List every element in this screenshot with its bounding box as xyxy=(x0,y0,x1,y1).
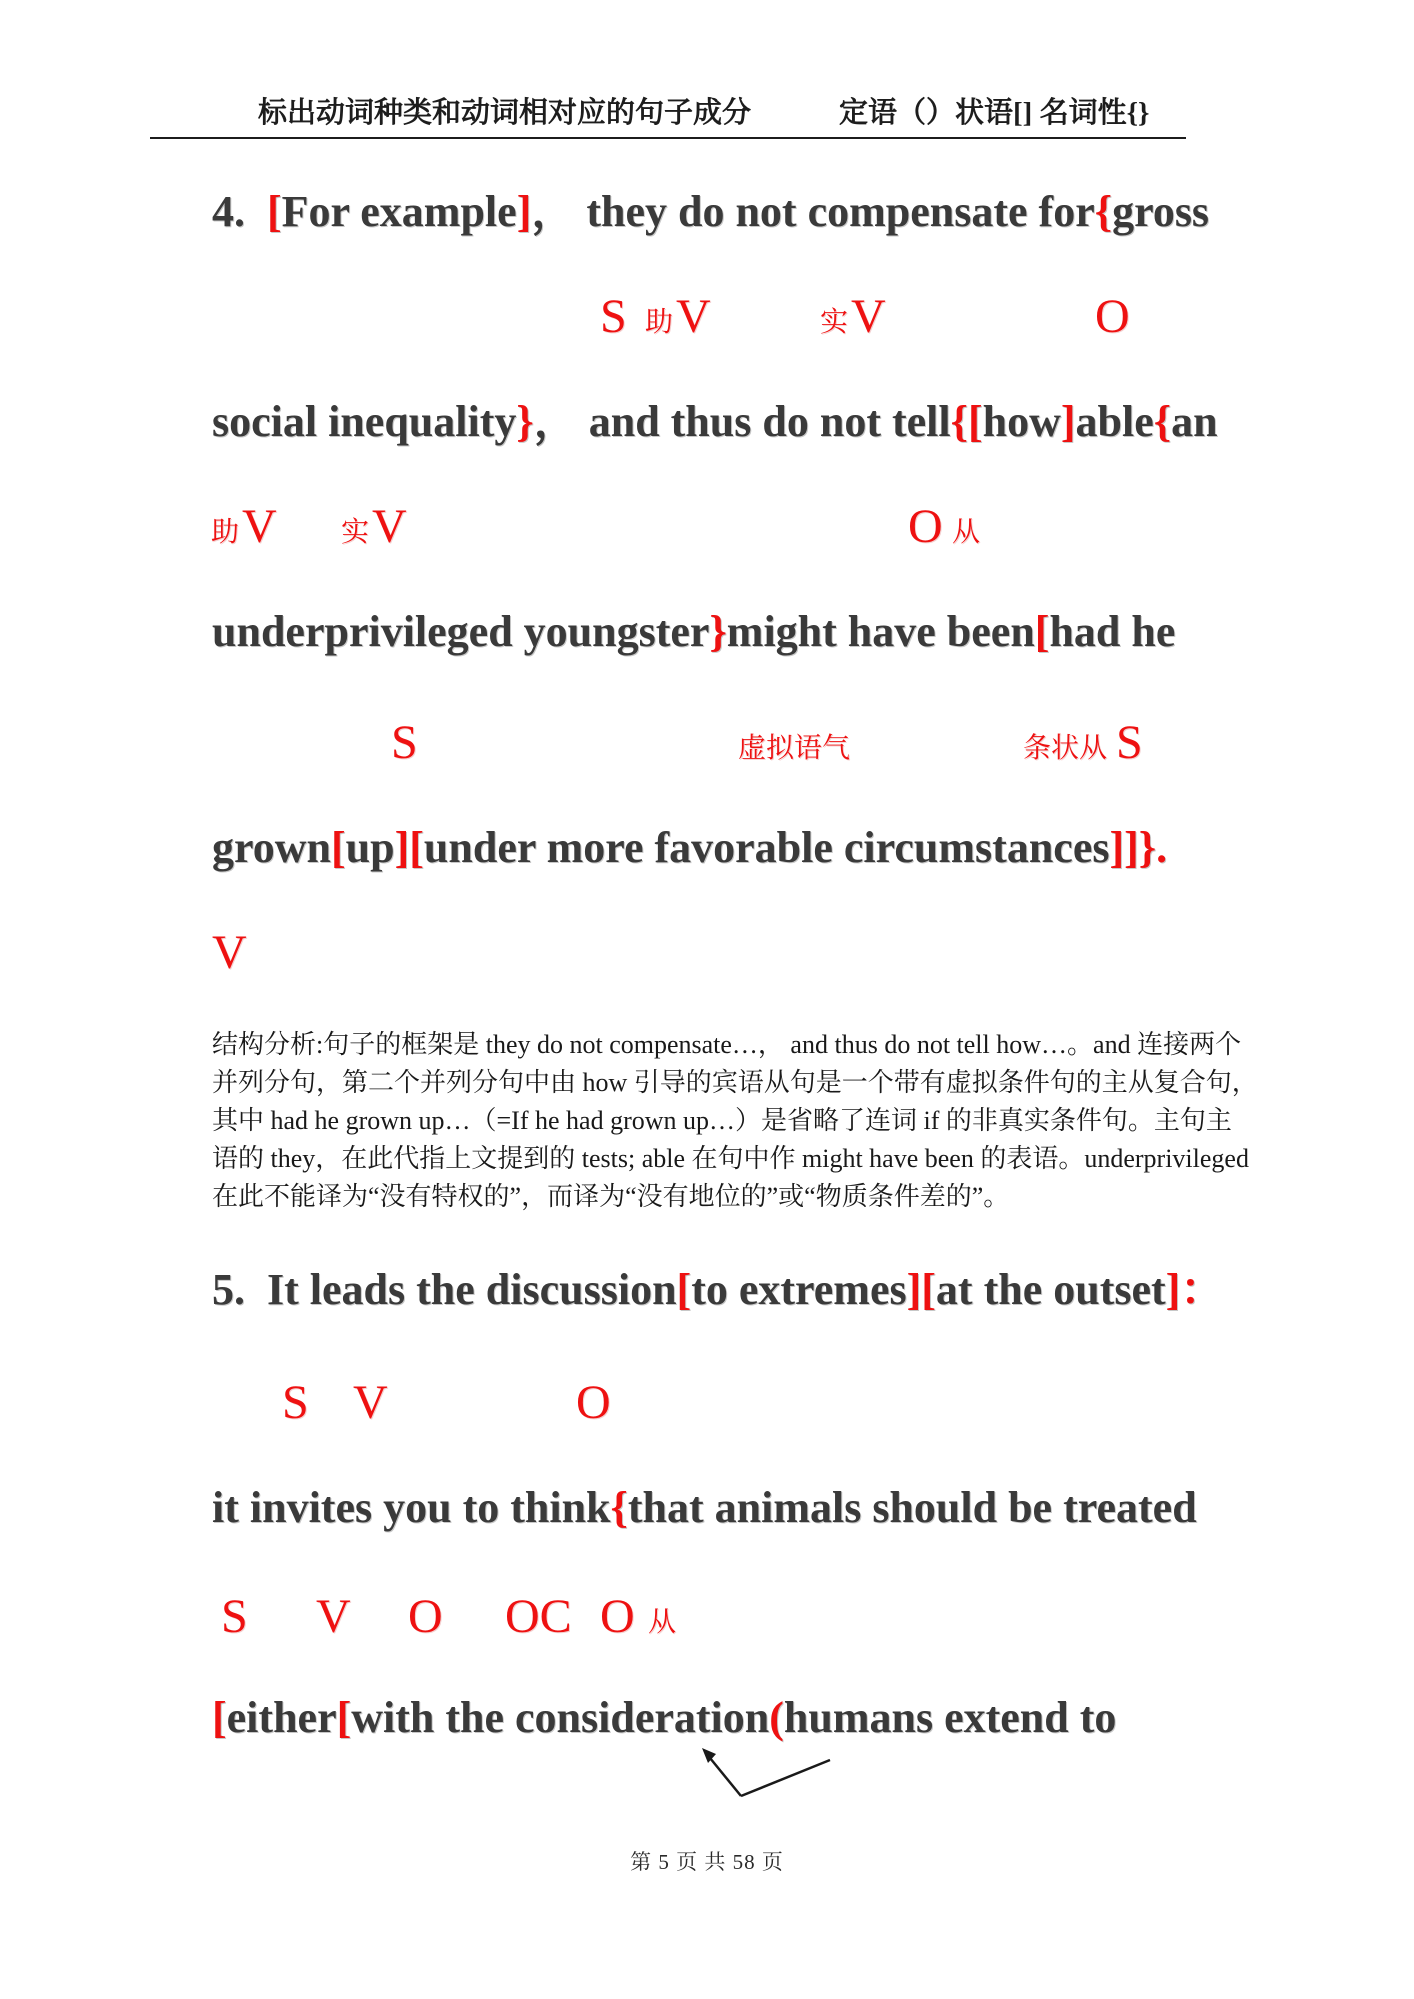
grammar-marker: [ xyxy=(336,1693,352,1742)
grammar-annotation: O xyxy=(908,500,943,553)
sentence-text: how xyxy=(982,397,1061,446)
grammar-marker: { xyxy=(1153,397,1172,446)
grammar-marker: {[ xyxy=(950,397,983,446)
annotation-row-4 xyxy=(0,926,1414,991)
analysis-line: 结构分析:句子的框架是 they do not compensate…， and thus do not tell how…。and 连接两个 xyxy=(212,1030,1242,1059)
analysis-line: 在此不能译为“没有特权的”，而译为“没有地位的”或“物质条件差的”。 xyxy=(212,1182,1010,1211)
grammar-annotation: V xyxy=(212,926,247,979)
grammar-annotation: V xyxy=(316,1590,351,1643)
grammar-annotation: 助 xyxy=(211,517,240,548)
grammar-annotation: V xyxy=(242,500,277,553)
annotation-row-1 xyxy=(0,290,1414,355)
grammar-annotation: OC xyxy=(505,1590,572,1643)
grammar-marker: ] xyxy=(516,187,532,236)
grammar-marker: ( xyxy=(769,1693,784,1742)
analysis-line: 语的 they，在此代指上文提到的 tests; able 在句中作 might have been 的表语。underprivileged xyxy=(212,1144,1249,1173)
grammar-marker: ]]}. xyxy=(1109,823,1168,872)
page-number-footer: 第 5 页 共 58 页 xyxy=(630,1850,784,1874)
sentence-text: up xyxy=(345,823,395,872)
grammar-marker: ] xyxy=(1060,397,1076,446)
grammar-marker: [ xyxy=(1034,607,1050,656)
sentence-4-line-4 xyxy=(212,824,1167,872)
grammar-annotation: V xyxy=(372,500,407,553)
sentence-text: to extremes xyxy=(691,1265,907,1314)
grammar-annotation: V xyxy=(676,290,711,343)
header-legend: 定语（）状语[] 名词性{} xyxy=(839,97,1150,129)
grammar-annotation: S xyxy=(282,1376,309,1429)
grammar-annotation: V xyxy=(851,290,886,343)
grammar-annotation: 条状从 xyxy=(1023,733,1108,764)
sentence-4-line-3 xyxy=(212,608,1175,656)
grammar-annotation: 实 xyxy=(820,307,849,338)
sentence-text: under more favorable circumstances xyxy=(423,823,1110,872)
grammar-annotation: 助 xyxy=(645,307,674,338)
grammar-annotation: O xyxy=(1095,290,1130,343)
grammar-annotation: V xyxy=(353,1376,388,1429)
grammar-marker: } xyxy=(516,397,534,446)
header-divider xyxy=(150,137,1186,139)
sentence-text: able xyxy=(1075,397,1154,446)
sentence-text: ， they do not compensate for xyxy=(531,187,1095,236)
grammar-marker: ][ xyxy=(394,823,424,872)
annotation-row-3 xyxy=(0,716,1414,781)
sentence-text: it invites you to think xyxy=(212,1483,611,1532)
grammar-annotation: S xyxy=(600,290,627,343)
grammar-marker: } xyxy=(709,607,727,656)
grammar-annotation: O xyxy=(600,1590,635,1643)
analysis-line: 并列分句，第二个并列分句中由 how 引导的宾语从句是一个带有虚拟条件句的主从复合句， xyxy=(212,1068,1258,1097)
sentence-4-line-1 xyxy=(212,188,1209,236)
grammar-annotation: S xyxy=(1116,716,1143,769)
sentence-text: grown xyxy=(212,823,331,872)
grammar-annotation: 从 xyxy=(648,1607,677,1638)
grammar-annotation: 虚拟语气 xyxy=(738,733,851,764)
structure-analysis-paragraph xyxy=(212,1026,1258,1216)
sentence-5-line-3 xyxy=(212,1694,1116,1742)
grammar-marker: [ xyxy=(267,187,282,236)
grammar-annotation: S xyxy=(391,716,418,769)
grammar-annotation: 实 xyxy=(341,517,370,548)
annotation-row-2 xyxy=(0,500,1414,565)
annotation-row-5 xyxy=(0,1376,1414,1441)
hand-drawn-arrow xyxy=(680,1733,850,1813)
sentence-text: 4. xyxy=(212,187,267,236)
sentence-text: 5. It leads the discussion xyxy=(212,1265,677,1314)
sentence-text: For example xyxy=(281,187,517,236)
header-left-title: 标出动词种类和动词相对应的句子成分 xyxy=(258,97,752,129)
sentence-text: social inequality xyxy=(212,397,517,446)
sentence-text: had he xyxy=(1049,607,1176,656)
grammar-annotation: 从 xyxy=(952,517,981,548)
sentence-text: with the consideration xyxy=(351,1693,770,1742)
sentence-text: might have been xyxy=(726,607,1035,656)
grammar-marker: { xyxy=(610,1483,628,1532)
sentence-text: either xyxy=(226,1693,337,1742)
grammar-marker: ]： xyxy=(1165,1265,1225,1314)
grammar-marker: { xyxy=(1094,187,1113,236)
grammar-marker: [ xyxy=(676,1265,692,1314)
sentence-text: underprivileged youngster xyxy=(212,607,710,656)
sentence-text: at the outset xyxy=(935,1265,1166,1314)
analysis-line: 其中 had he grown up…（=If he had grown up…）是省略了连词 if 的非真实条件句。主句主 xyxy=(212,1106,1232,1135)
annotation-row-6 xyxy=(0,1590,1414,1655)
sentence-4-line-2 xyxy=(212,398,1218,446)
grammar-marker: [ xyxy=(212,1693,227,1742)
grammar-marker: ][ xyxy=(906,1265,936,1314)
sentence-text: an xyxy=(1171,397,1218,446)
grammar-annotation: O xyxy=(576,1376,611,1429)
sentence-text: ， and thus do not tell xyxy=(533,397,951,446)
grammar-annotation: O xyxy=(408,1590,443,1643)
sentence-5-line-2 xyxy=(212,1484,1197,1532)
grammar-annotation: S xyxy=(221,1590,248,1643)
sentence-text: gross xyxy=(1112,187,1210,236)
sentence-5-line-1 xyxy=(212,1266,1224,1314)
sentence-text: that animals should be treated xyxy=(627,1483,1197,1532)
sentence-text: humans extend to xyxy=(783,1693,1117,1742)
grammar-marker: [ xyxy=(330,823,346,872)
